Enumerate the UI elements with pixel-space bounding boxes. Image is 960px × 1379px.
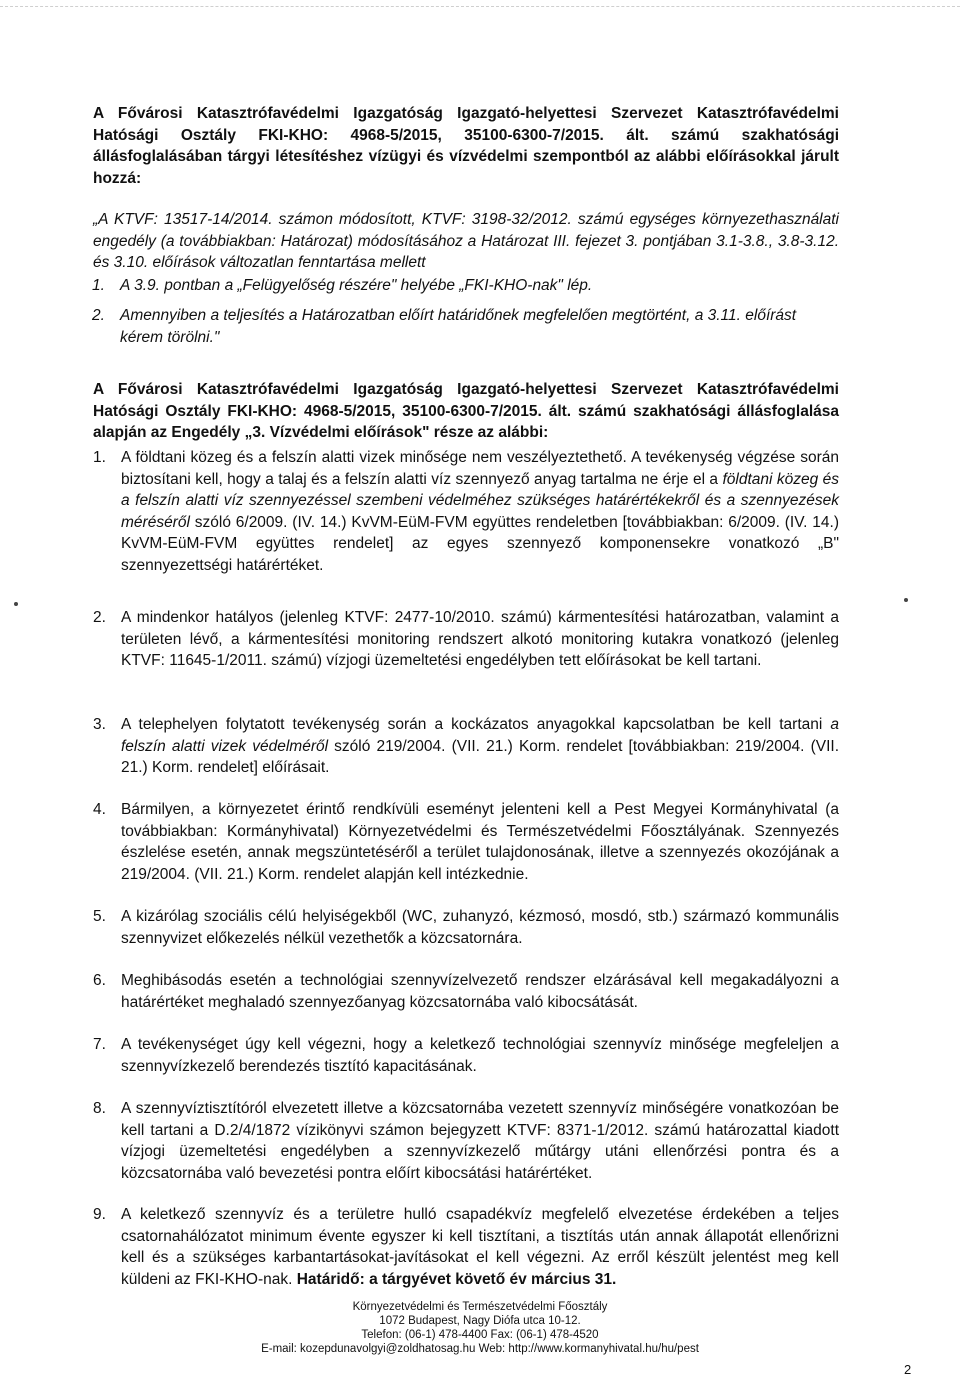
footer-department: Környezetvédelmi és Természetvédelmi Főosztály [352,1301,608,1313]
item-number: 8. [93,1100,106,1117]
item-text-tail: szóló 6/2009. (IV. 14.) KvVM-EüM-FVM együttes rendeletben [továbbiakban: 6/2009. (IV. 14.) KvVM-EüM-FVM együttes rendelet] az egyes szennyező komponensekre vonatkozó „B" szennyezettségi határértéket. [121,513,839,574]
item-body [121,1098,839,1184]
footer-phone: Telefon: (06-1) 478-4400 Fax: (06-1) 478-4520 [361,1329,599,1341]
item-text-tail: szóló 219/2004. (VII. 21.) Korm. rendelet [továbbiakban: 219/2004. (VII. 21.) Korm. rendelet] előírásait. [121,737,839,776]
item-text: A keletkező szennyvíz és a területre hulló csapadékvíz megfelelő elvezetése érdekében a teljes csatornahálózatot minimum évente egyszer ki kell tisztítani, a tisztítás után annak állapotát ellenőrizni kell és a szükséges karbantartásokat-javításokat el kell végezni. Az erről készült jelentést meg kell küldeni az FKI-KHO-nak. [121,1206,839,1288]
quoted-decision-text: „A KTVF: 13517-14/2014. számon módosított, KTVF: 3198-32/2012. számú egységes környezethasználati engedély (a továbbiakban: Határozat) módosításához a Határozat III. fejezet 3. pontjában 3.1-3.8., 3.8-3.12. és 3.10. előírások változatlan fenntartása mellett [93,211,839,271]
item-text: Bármilyen, a környezetet érintő rendkívüli eseményt jelenteni kell a Pest Megyei Kormányhivatal (a továbbiakban: Kormányhivatal) Környezetvédelmi és Természetvédelmi Főosztályának. Szennyezés észlelése esetén, annak megszüntetéséről a terület tulajdonosának, illetve a szennyezés okozójának a 219/2004. (VII. 21.) Korm. rendelet alapján kell intézkednie. [121,801,839,883]
item-number: 4. [93,801,106,818]
item-italic-text: a felszín alatti vizek védelméről [121,716,839,755]
item-number: 3. [93,716,106,733]
item-text: A mindenkor hatályos (jelenleg KTVF: 2477-10/2010. számú) kármentesítési határozatban, valamint a területen lévő, a kármentesítési monitoring rendszert alkotó monitoring kutakra vonatkozó (jelenleg KTVF: 11645-1/2011. számú) vízjogi üzemeltetési engedélyben tett előírásokat be kell tartani. [121,609,839,669]
item-number: 5. [93,908,106,925]
intro-paragraph [93,103,839,189]
item-text: A földtani közeg és a felszín alatti vizek minősége nem veszélyeztethető. A tevékenység végzése során biztosítani kell, hogy a talaj és a felszín alatti víz szennyező anyag tartalma ne érje el a [121,449,839,488]
item-body [121,970,839,1013]
item-text: A kizárólag szociális célú helyiségekből (WC, zuhanyzó, kézmosó, mosdó, stb.) származó kommunális szennyvizet előkezelés nélkül vezethetők a közcsatornára. [121,908,839,947]
page-number: 2 [904,1362,912,1377]
intro-text: A Fővárosi Katasztrófavédelmi Igazgatóság Igazgató-helyettesi Szervezet Katasztrófavédelmi Hatósági Osztály FKI-KHO: 4968-5/2015, 35100-6300-7/2015. ált. számú szakhatósági állásfoglalásában tárgyi létesítéshez vízügyi és vízvédelmi szempontból az alábbi előírásokkal járult hozzá: [93,105,839,187]
scan-edge-line [0,6,960,7]
footer-address: 1072 Budapest, Nagy Diófa utca 10-12. [379,1315,581,1327]
item-number: 9. [93,1206,106,1223]
item-number: 6. [93,972,106,989]
item-text: Meghibásodás esetén a technológiai szennyvízelvezető rendszer elzárásával kell megakadályozni a határértéket meghaladó szennyezőanyag közcsatornába való kibocsátását. [121,972,839,1011]
section-intro-paragraph [93,379,839,444]
quote-sub-item-1 [92,275,838,297]
scan-speck [14,602,18,606]
item-body [121,1034,839,1077]
item-body [121,607,839,672]
sub-item-text: Amennyiben a teljesítés a Határozatban előírt határidőnek megfelelően megtörtént, a 3.11. előírást kérem törölni." [120,307,797,346]
quoted-decision [93,209,839,274]
item-text: A telephelyen folytatott tevékenység során a kockázatos anyagokkal kapcsolatban be kell tartani [121,716,831,733]
quote-sub-item-2 [92,305,838,348]
item-text: A szennyvíztisztítóról elvezetett illetve a közcsatornába vezetett szennyvíz minőségére vonatkozóan be kell tartani a D.2/4/1872 vízikönyvi számon bejegyzett KTVF: 8371-1/2012. számú határozattal kiadott vízjogi üzemeltetési engedélyben a szennyvízkezelő műtárgy utáni ellenőrzési pontra és a közcsatornába való bevezetési pontra előírt kibocsátási határértéket. [121,1100,839,1182]
item-number: 7. [93,1036,106,1053]
footer [0,1300,960,1356]
item-text: A tevékenységet úgy kell végezni, hogy a keletkező technológiai szennyvíz minősége megfeleljen a szennyvízkezelő berendezés tisztító kapacitásának. [121,1036,839,1075]
item-body [121,447,839,576]
item-number: 2. [93,609,106,626]
footer-contact: E-mail: kozepdunavolgyi@zoldhatosag.hu Web: http://www.kormanyhivatal.hu/hu/pest [261,1343,699,1355]
item-body [121,799,839,885]
item-body [121,906,839,949]
sub-item-number: 1. [92,277,105,294]
scan-speck [904,598,908,602]
sub-item-text: A 3.9. pontban a „Felügyelőség részére" helyébe „FKI-KHO-nak" lép. [120,277,593,294]
item-body [121,1204,839,1290]
section-intro-text: A Fővárosi Katasztrófavédelmi Igazgatóság Igazgató-helyettesi Szervezet Katasztrófavédelmi Hatósági Osztály FKI-KHO: 4968-5/2015, 35100-6300-7/2015. ált. számú szakhatósági állásfoglalása alapján az Engedély „3. Vízvédelmi előírások" része az alábbi: [93,381,839,441]
deadline-text: Határidő: a tárgyévet követő év március 31. [296,1270,617,1288]
item-body [121,714,839,779]
sub-item-number: 2. [92,307,105,324]
item-italic-text: földtani közeg és a felszín alatti víz szennyezéssel szembeni védelméhez szükséges határértékekről és a szennyezések méréséről [121,470,840,531]
item-number: 1. [93,449,106,466]
